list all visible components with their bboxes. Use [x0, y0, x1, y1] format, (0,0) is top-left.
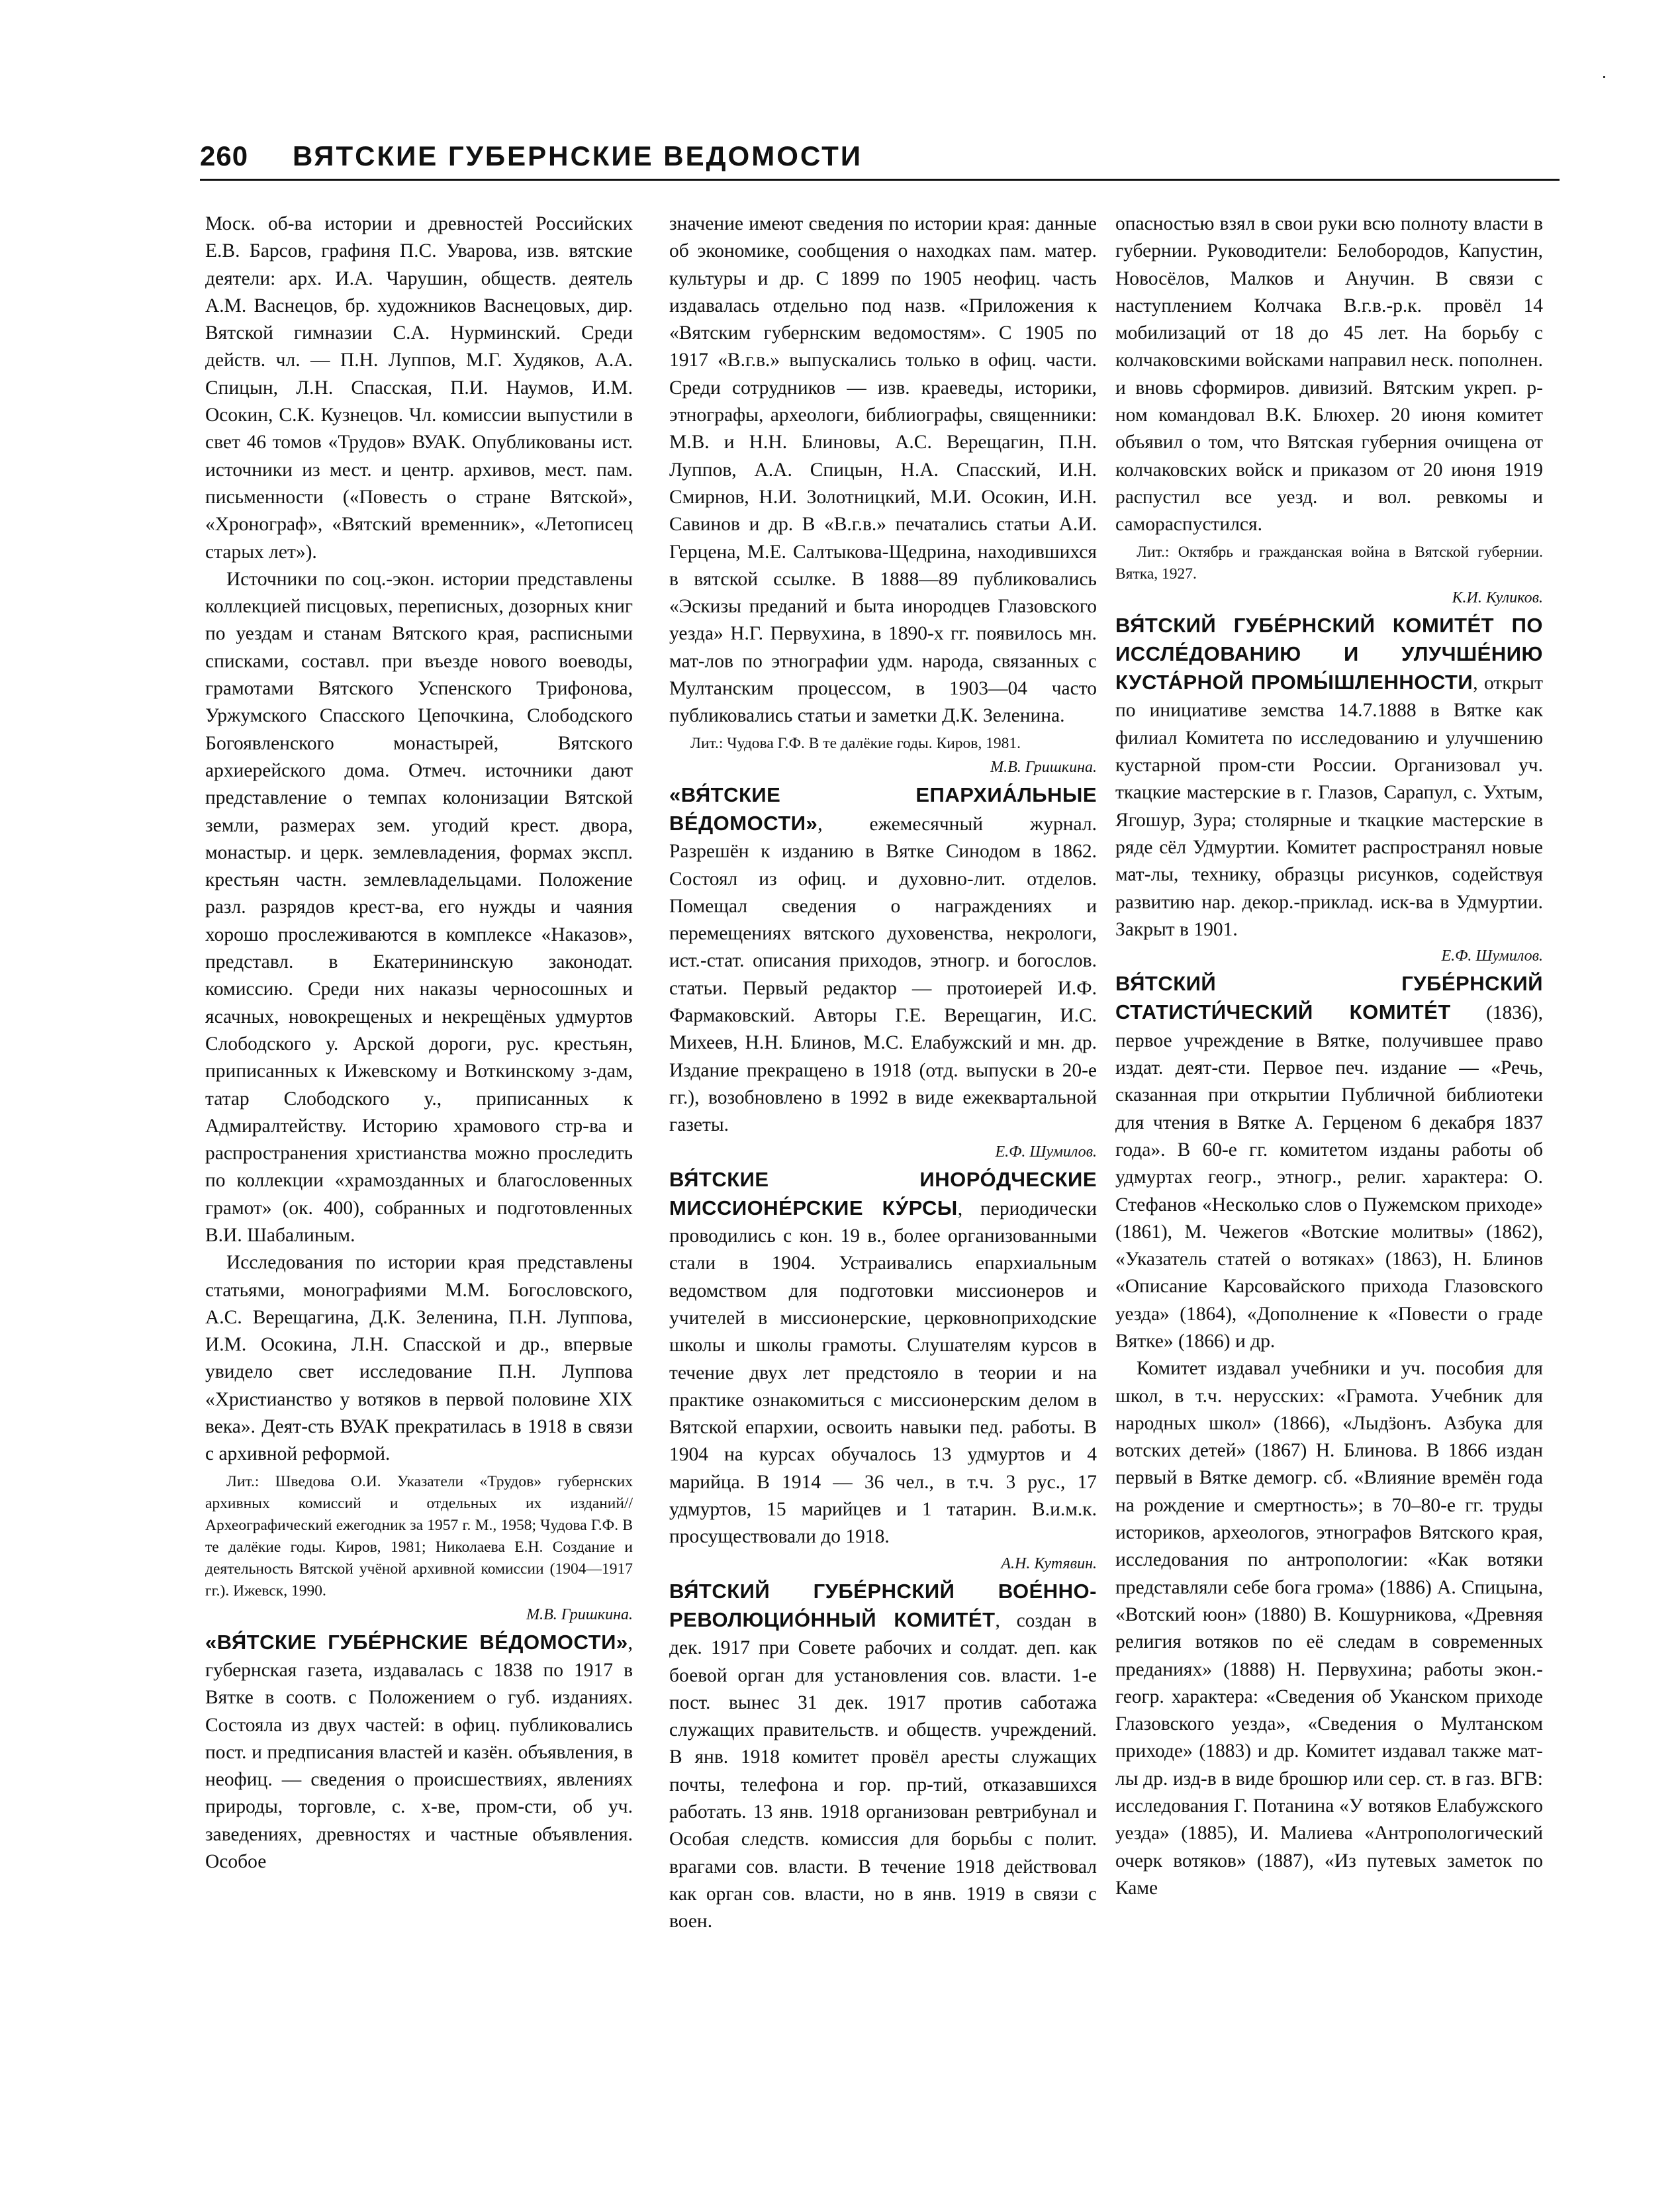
page-header: [200, 139, 1560, 181]
paragraph: значение имеют сведения по истории края: данные об экономике, сообщения о находках пам. матер. культуры и др. С 1899 по 1905 неофиц. часть издавалась отдельно под назв. «Приложения к «Вятским губернским ведомостям». С 1905 по 1917 «В.г.в.» выпускались только в офиц. части. Среди сотрудников — изв. краеведы, историки, этнографы, археологи, библиографы, священники: М.В. и Н.Н. Блиновы, А.С. Верещагин, П.Н. Луппов, А.А. Спицын, Н.А. Спасский, И.Н. Смирнов, Н.И. Золотницкий, М.И. Осокин, И.Н. Савинов и др. В «В.г.в.» печатались статьи А.И. Герцена, М.Е. Салтыкова-Щедрина, находившихся в вятской ссылке. В 1888—89 публиковались «Эскизы преданий и быта инородцев Глазовского уезда» Н.Г. Первухина, в 1890-х гг. появилось мн. мат-лов по этнографии удм. народа, связанных с Мултанским процессом, в 1903—04 часто публиковались статьи и заметки Д.К. Зеленина.: [669, 213, 1097, 727]
author-signature: К.И. Куликов.: [1452, 589, 1543, 606]
page-number: 260: [200, 140, 249, 171]
scan-speck: [1603, 76, 1605, 78]
entry-headword: ВЯ́ТСКИЕ ИНОРО́ДЧЕСКИЕ МИССИОНЕ́РСКИЕ КУ́РСЫ: [669, 1167, 1097, 1219]
entry-komitet-kustarnoy-promyshlennosti: [1115, 612, 1543, 944]
column-3: [1115, 211, 1543, 2170]
author-signature: М.В. Гришкина.: [526, 1605, 633, 1623]
entry-headword: «ВЯ́ТСКИЕ ЕПАРХИА́ЛЬНЫЕ ВЕ́ДОМОСТИ»: [669, 783, 1097, 835]
entry-text: (1836), первое учреждение в Вятке, получившее право издат. деят-сти. Первое печ. издание — «Речь, сказанная при открытии Публичной библиотеки для чтения в Вятке А. Герценом 6 декабря 1837 года». В 60-е гг. комитетом изданы работы об удмуртах геогр., этногр., религ. характера: О. Стефанов «Несколько слов о Пужемском приходе» (1861), М. Чежегов «Вотские молитвы» (1862), «Указатель статей о вотяках» (1863), Н. Блинов «Описание Карсовайского прихода Глазовского уезда» (1864), «Дополнение к «Повести о граде Вятке» (1866) и др.: [1115, 1002, 1543, 1352]
paragraph: Исследования по истории края представлены статьями, монографиями М.М. Богословского, А.С. Верещагина, Д.К. Зеленина, П.Н. Луппова, И.М. Осокина, Л.Н. Спасской и др., впервые увидело свет исследование П.Н. Луппова «Христианство у вотяков в первой половине XIX века». Деят-сть ВУАК прекратилась в 1918 в связи с архивной реформой.: [205, 1252, 633, 1465]
entry-headword: «ВЯ́ТСКИЕ ГУБЕ́РНСКИЕ ВЕ́ДОМОСТИ»: [205, 1630, 628, 1654]
entry-eparkhialnye-vedomosti: [669, 781, 1097, 1139]
entry-headword: ВЯ́ТСКИЙ ГУБЕ́РНСКИЙ СТАТИСТИ́ЧЕСКИЙ КОМИТЕ́Т: [1115, 972, 1543, 1024]
paragraph: Моск. об-ва истории и древностей Российских Е.В. Барсов, графиня П.С. Уварова, изв. вятские деятели: арх. И.А. Чарушин, обществ. деятель А.М. Васнецов, бр. художников Васнецовых, дир. Вятской гимназии С.А. Нурминский. Среди действ. чл. — П.Н. Луппов, М.Г. Худяков, А.А. Спицын, Л.Н. Спасская, П.И. Наумов, И.М. Осокин, С.К. Кузнецов. Чл. комиссии выпустили в свет 46 томов «Трудов» ВУАК. Опубликованы ист. источники из мест. и центр. архивов, мест. пам. письменности («Повесть о стране Вятской», «Хронограф», «Вятский временник», «Летописец старых лет»).: [205, 213, 633, 563]
author-signature: М.В. Гришкина.: [990, 758, 1097, 776]
literature-note: Лит.: Шведова О.И. Указатели «Трудов» губернских архивных комиссий и отдельных их изданий// Археографический ежегодник за 1957 г. М., 1958; Чудова Г.Ф. В те далёкие годы. Киров, 1981; Николаева Е.Н. Создание и деятельность Вятской учёной архивной комиссии (1904—1917 гг.). Ижевск, 1990.: [205, 1472, 633, 1599]
paragraph: опасностью взял в свои руки всю полноту власти в губернии. Руководители: Белобородов, Капустин, Новосёлов, Малков и Анучин. В связи с наступлением Колчака В.г.в.-р.к. провёл 14 мобилизаций от 18 до 45 лет. На борьбу с колчаковскими войсками направил неск. пополнен. и вновь сформиров. дивизий. Вятским укреп. р-ном командовал В.К. Блюхер. 20 июня комитет объявил о том, что Вятская губерния очищена от колчаковских войск и приказом от 20 июня 1919 распустил все уезд. и вол. ревкомы и самораспустился.: [1115, 213, 1543, 536]
paragraph: Комитет издавал учебники и уч. пособия для школ, в т.ч. нерусских: «Грамота. Учебник для народных школ» (1866), «Лыдӟонъ. Азбука для вотских детей» (1867) Н. Блинова. В 1866 издан первый в Вятке демогр. сб. «Влияние времён года на рождение и смертность»; в 70–80-е гг. труды историков, археологов, этнографов Вятского края, исследования по антропологии: «Как вотяки представляли себе бога грома» (1886) А. Спицына, «Вотский юон» (1880) В. Кошурникова, «Древняя религия вотяков по её следам в современных преданиях» (1888) Н. Первухина; работы экон.-геогр. характера: «Сведения об Уканском приходе Глазовского уезда», «Сведения о Мултанском приходе» (1883) и др. Комитет издавал также мат-лы др. изд-в в виде брошюр или сер. ст. в газ. ВГВ: исследования Г. Потанина «У вотяков Елабужского уезда» (1885), И. Малиева «Антропологический очерк вотяков» (1887), «Из путевых заметок по Каме: [1115, 1358, 1543, 1899]
entry-text: , периодически проводились с кон. 19 в., более организованными стали в 1904. Устраивались епархиальным ведомством для подготовки миссионеров и учителей в миссионерские, церковноприходские школы и школы грамоты. Слушателям курсов в течение двух лет предстояло в теории и на практике ознакомиться с миссионерским делом в Вятской епархии, освоить навыки пед. работы. В 1904 на курсах обучалось 13 удмуртов и 4 марийца. В 1914 — 36 чел., в т.ч. 3 рус., 17 удмуртов, 15 марийцев и 1 татарин. В.и.м.к. просуществовали до 1918.: [669, 1198, 1097, 1548]
running-title: ВЯТСКИЕ ГУБЕРНСКИЕ ВЕДОМОСТИ: [293, 140, 863, 171]
author-signature: А.Н. Кутявин.: [1001, 1554, 1097, 1572]
literature-note: Лит.: Октябрь и гражданская война в Вятской губернии. Вятка, 1927.: [1115, 543, 1543, 583]
entry-text: , создан в дек. 1917 при Совете рабочих и солдат. деп. как боевой орган для установления сов. власти. 1-е пост. вынес 31 дек. 1917 против саботажа служащих правительств. и обществ. учреждений. В янв. 1918 комитет провёл аресты служащих почты, телефона и гор. пр-тий, отказавшихся работать. 13 янв. 1918 организован ревтрибунал и Особая следств. комиссия для борьбы с полит. врагами сов. власти. В течение 1918 действовал как орган сов. власти, но в янв. 1919 в связи с воен.: [669, 1609, 1097, 1932]
entry-vyatskie-gubernskie-vedomosti: [205, 1629, 633, 1876]
column-2: [669, 211, 1097, 2170]
author-signature: Е.Ф. Шумилов.: [1441, 947, 1543, 965]
author-signature: Е.Ф. Шумилов.: [995, 1143, 1097, 1161]
column-1: [205, 211, 633, 2170]
entry-text: , ежемесячный журнал. Разрешён к изданию в Вятке Синодом в 1862. Состоял из офиц. и духовно-лит. отделов. Помещал сведения о награждениях и перемещениях вятского духовенства, некрологи, ист.-стат. описания приходов, этногр. и богослов. статьи. Первый редактор — протоиерей И.Ф. Фармаковский. Авторы Г.Е. Верещагин, И.С. Михеев, Н.Н. Блинов, М.С. Елабужский и мн. др. Издание прекращено в 1918 (отд. выпуски в 20-е гг.), возобновлено в 1992 в виде ежеквартальной газеты.: [669, 813, 1097, 1136]
literature-note: Лит.: Чудова Г.Ф. В те далёкие годы. Киров, 1981.: [690, 734, 1021, 752]
paragraph: Источники по соц.-экон. истории представлены коллекцией писцовых, переписных, дозорных книг по уездам и станам Вятского края, расписными списками, составл. при въезде нового воеводы, грамотами Вятского Успенского Трифонова, Уржумского Спасского Цепочкина, Слободского Богоявленского монастырей, Вятского архиерейского дома. Отмеч. источники дают представление о темпах колонизации Вятской земли, размерах зем. угодий крест. двора, монастыр. и церк. землевладения, формах экспл. крестьян частн. землевладельцами. Положение разл. разрядов крест-ва, его нужды и чаяния хорошо прослеживаются в комплексе «Наказов», представл. в Екатерининскую законодат. комиссию. Среди них наказы черносошных и ясачных, новокрещеных и некрещёных удмуртов Слободского у. Арской дороги, рус. крестьян, приписанных к Ижевскому и Воткинскому з-дам, татар Слободского у., приписанных к Адмиралтейству. Историю храмового стр-ва и распространения христианства можно проследить по коллекции «храмозданных и благословенных грамот» (ок. 400), собранных и подготовленных В.И. Шабалиным.: [205, 568, 633, 1246]
entry-text: , открыт по инициативе земства 14.7.1888 в Вятке как филиал Комитета по исследованию и улучшению кустарной пром-сти России. Организовал уч. ткацкие мастерские в г. Глазов, Сарапул, с. Ухтым, Ягошур, Зура; столярные и ткацкие мастерские в ряде сёл Удмуртии. Комитет распространял новые мат-лы, технику, образцы рисунков, содействуя развитию нар. декор.-приклад. иск-ва в Удмуртии. Закрыт в 1901.: [1115, 673, 1543, 940]
entry-headword: ВЯ́ТСКИЙ ГУБЕ́РНСКИЙ КОМИТЕ́Т ПО ИССЛЕ́ДОВАНИЮ И УЛУЧШЕ́НИЮ КУСТА́РНОЙ ПРОМЫ́ШЛЕННОСТИ: [1115, 613, 1543, 694]
entry-headword: ВЯ́ТСКИЙ ГУБЕ́РНСКИЙ ВОЕ́ННО-РЕВОЛЮЦИО́ННЫЙ КОМИТЕ́Т: [669, 1579, 1097, 1631]
entry-statisticheskiy-komitet: [1115, 970, 1543, 1355]
entry-missionerskie-kursy: [669, 1166, 1097, 1551]
entry-voenno-revolyutsionny-komitet: [669, 1578, 1097, 1936]
entry-text: , губернская газета, издавалась с 1838 по 1917 в Вятке в соотв. с Положением о губ. изданиях. Состояла из двух частей: в офиц. публиковались пост. и предписания властей и казён. объявления, в неофиц. — сведения о происшествиях, явлениях природы, торговле, с. х-ве, пром-сти, об уч. заведениях, древностях и частные объявления. Особое: [205, 1632, 633, 1873]
